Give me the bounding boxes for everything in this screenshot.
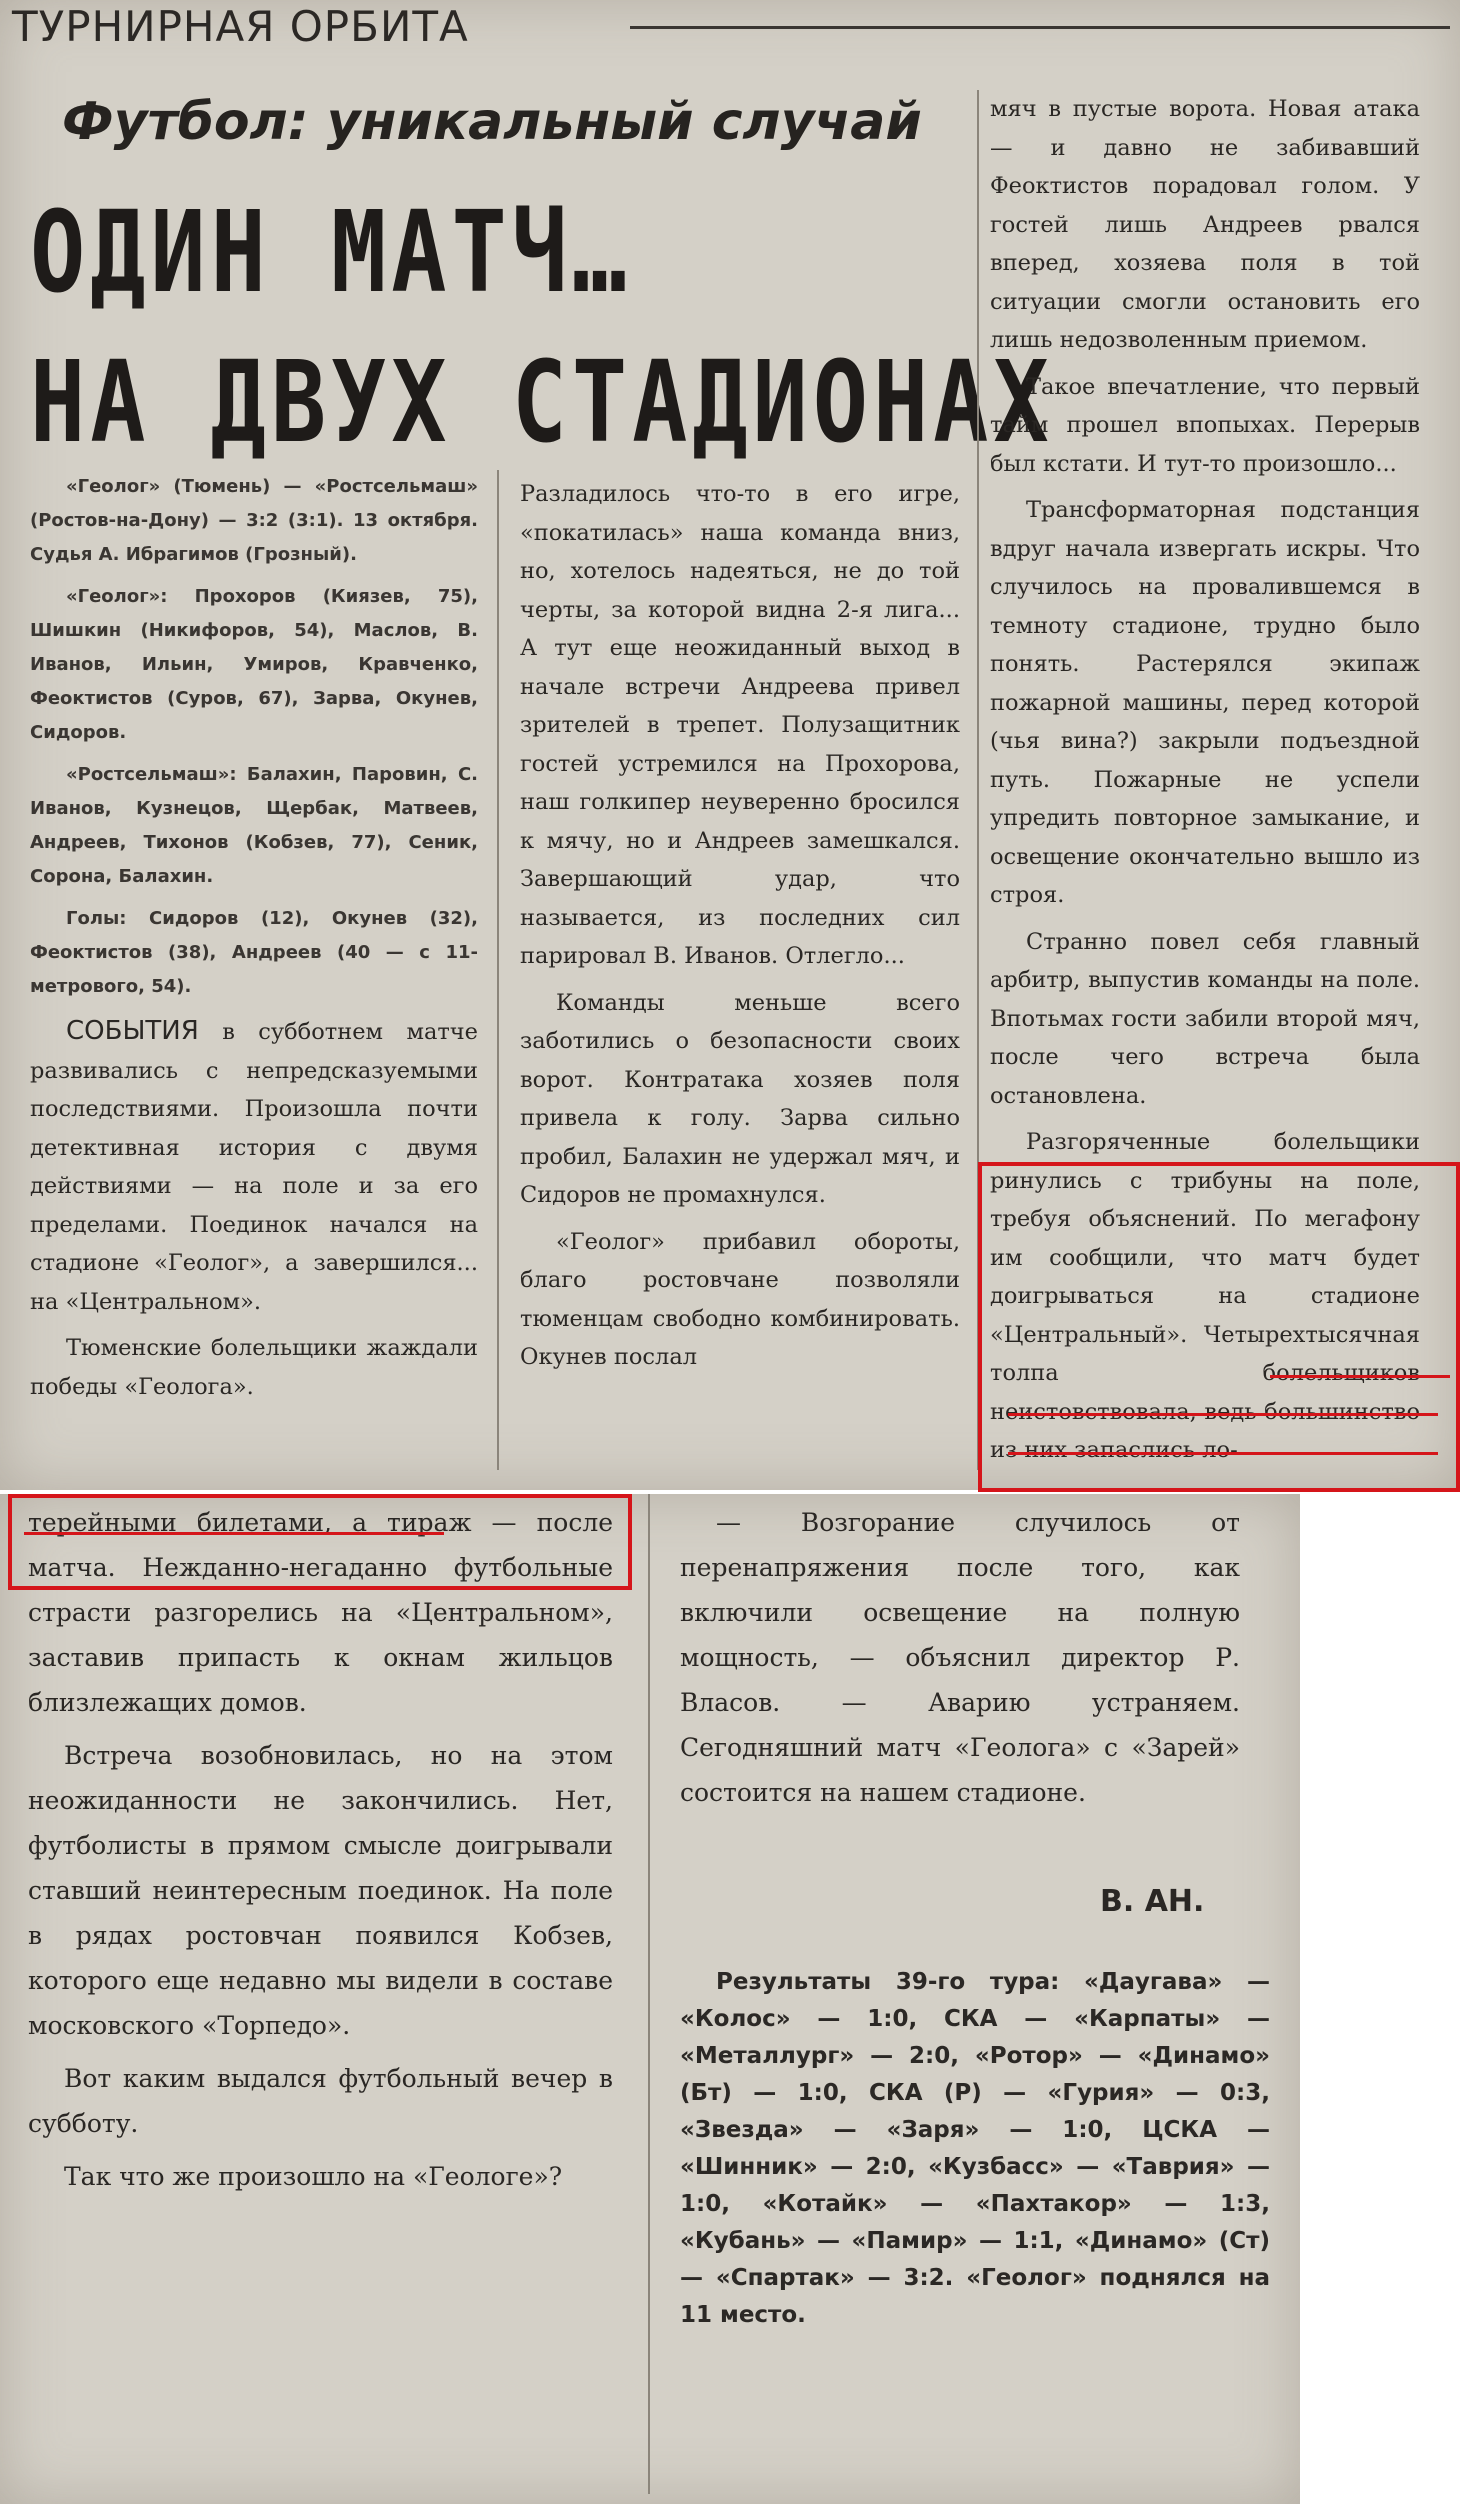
paragraph: Так что же произошло на «Геологе»? [64,2162,563,2191]
paragraph: Команды меньше всего заботились о безопасности своих ворот. Контратака хозяев поля привела к голу. Зарва сильно пробил, Балахин не удержал мяч, и Сидоров не промахнулся. [520,989,960,1208]
paragraph: Тюменские болельщики жаждали победы «Геолога». [30,1335,478,1400]
lead-paragraph-text: в субботнем матче развивались с непредсказуемыми последствиями. Произошла почти детективная история с двумя действиями — на поле и за его пределами. Поединок начался на стадионе «Геолог», а завершился... на «Центральном». [30,1019,478,1315]
paragraph: Трансформаторная подстанция вдруг начала извергать искры. Что случилось на провалившемся в темноту стадионе, трудно было понять. Растерялся экипаж пожарной машины, перед которой (чья вина?) закрыли подъездной путь. Пожарные не успели упредить повторное замыкание, и освещение окончательно вышло из строя. [990,497,1420,908]
column-2 [520,475,960,1385]
highlighted-paragraph: терейными билетами, а тираж — после матча. Нежданно-негаданно футбольные страсти разгорелись на «Центральном», заставив припасть к окнам жильцов близлежащих домов. [28,1508,613,1717]
paragraph: Вот каким выдался футбольный вечер в субботу. [28,2064,613,2138]
headline [30,178,1054,478]
highlight-box [978,1162,1460,1492]
lead-paragraph [30,1012,478,1321]
results-block [680,1964,1270,2334]
rubric: ТУРНИРНАЯ ОРБИТА [12,2,469,51]
results-text: Результаты 39-го тура: «Даугава» — «Колос» — 1:0, СКА — «Карпаты» — «Металлург» — 2:0, «Ротор» — «Динамо» (Бт) — 1:0, СКА (Р) — «Гурия» — 0:3, «Звезда» — «Заря» — 1:0, ЦСКА — «Шинник» — 2:0, «Кузбасс» — «Таврия» — 1:0, «Котайк» — «Пахтакор» — 1:3, «Кубань» — «Памир» — 1:1, «Динамо» (Ст) — «Спартак» — 3:2. «Геолог» поднялся на 11 место. [680,1969,1270,2328]
kicker: Футбол: уникальный случай [62,92,922,152]
highlighted-paragraph: Разгоряченные болельщики ринулись с трибуны на поле, требуя объяснений. По мегафону им сообщили, что матч будет доигрываться на стадионе «Центральный». Четырехтысячная толпа болельщиков неистовствовала, ведь большинство из них запаслись ло- [990,1129,1420,1463]
signature: В. АН. [1100,1884,1205,1919]
paragraph: Разладилось что-то в его игре, «покатилась» наша команда вниз, но, хотелось надеяться, не до той черты, за которой видна 2-я лига... А тут еще неожиданный выход в начале встречи Андреева привел зрителей в трепет. Полузащитник гостей устремился на Прохорова, наш голкипер неуверенно бросился к мячу, но и Андреев замешкался. Завершающий удар, что называется, из последних сил парировал В. Иванов. Отлегло... [520,481,960,969]
lineup-geolog: «Геолог»: Прохоров (Киязев, 75), Шишкин (Никифоров, 54), Маслов, В. Иванов, Ильин, Умиров, Кравченко, Феоктистов (Суров, 67), Зарва, Окунев, Сидоров. [30,586,478,743]
column-5 [680,1500,1240,1823]
paragraph: «Геолог» прибавил обороты, благо ростовчане позволяли тюменцам свободно комбинировать. Окунев послал [520,1228,960,1370]
column-divider [648,1494,650,2494]
lead-word: СОБЫТИЯ [66,1016,199,1046]
highlight-underline [1008,1452,1438,1455]
highlight-underline [1008,1413,1438,1416]
headline-line-2: НА ДВУХ СТАДИОНАХ [30,338,1054,468]
match-info: «Геолог» (Тюмень) — «Ростсельмаш» (Ростов-на-Дону) — 3:2 (3:1). 13 октября. Судья А. Ибрагимов (Грозный). [30,476,478,565]
highlight-underline [24,1532,444,1535]
highlight-underline [1270,1375,1450,1378]
clipping-bottom [0,1494,1300,2504]
column-4 [28,1500,613,2207]
paragraph: мяч в пустые ворота. Новая атака — и давно не забивавший Феоктистов порадовал голом. У гостей лишь Андреев рвался вперед, хозяева поля в той ситуации смогли остановить его лишь недозволенным приемом. [990,96,1420,353]
highlight-box [8,1494,632,1590]
paragraph: Встреча возобновилась, но на этом неожиданности не закончились. Нет, футболисты в прямом смысле доигрывали ставший неинтересным поединок. На поле в рядах ростовчан появился Кобзев, которого еще недавно мы видели в составе московского «Торпедо». [28,1741,613,2040]
rubric-rule [630,26,1450,29]
column-divider [497,470,499,1470]
headline-line-1: ОДИН МАТЧ… [30,188,633,318]
lineup-rostselmash: «Ростсельмаш»: Балахин, Паровин, С. Иванов, Кузнецов, Щербак, Матвеев, Андреев, Тихонов (Кобзев, 77), Сеник, Сорона, Балахин. [30,764,478,887]
column-1 [30,470,478,1414]
goals: Голы: Сидоров (12), Окунев (32), Феоктистов (38), Андреев (40 — с 11-метрового, 54). [30,908,478,997]
paragraph: Странно повел себя главный арбитр, выпустив команды на поле. Впотьмах гости забили второй мяч, после чего встреча была остановлена. [990,928,1420,1109]
paragraph: Такое впечатление, что первый тайм прошел впопыхах. Перерыв был кстати. И тут-то произошло... [990,373,1420,477]
paragraph: — Возгорание случилось от перенапряжения после того, как включили освещение на полную мощность, — объяснил директор Р. Власов. — Аварию устраняем. Сегодняшний матч «Геолога» с «Зарей» состоится на нашем стадионе. [680,1508,1240,1807]
